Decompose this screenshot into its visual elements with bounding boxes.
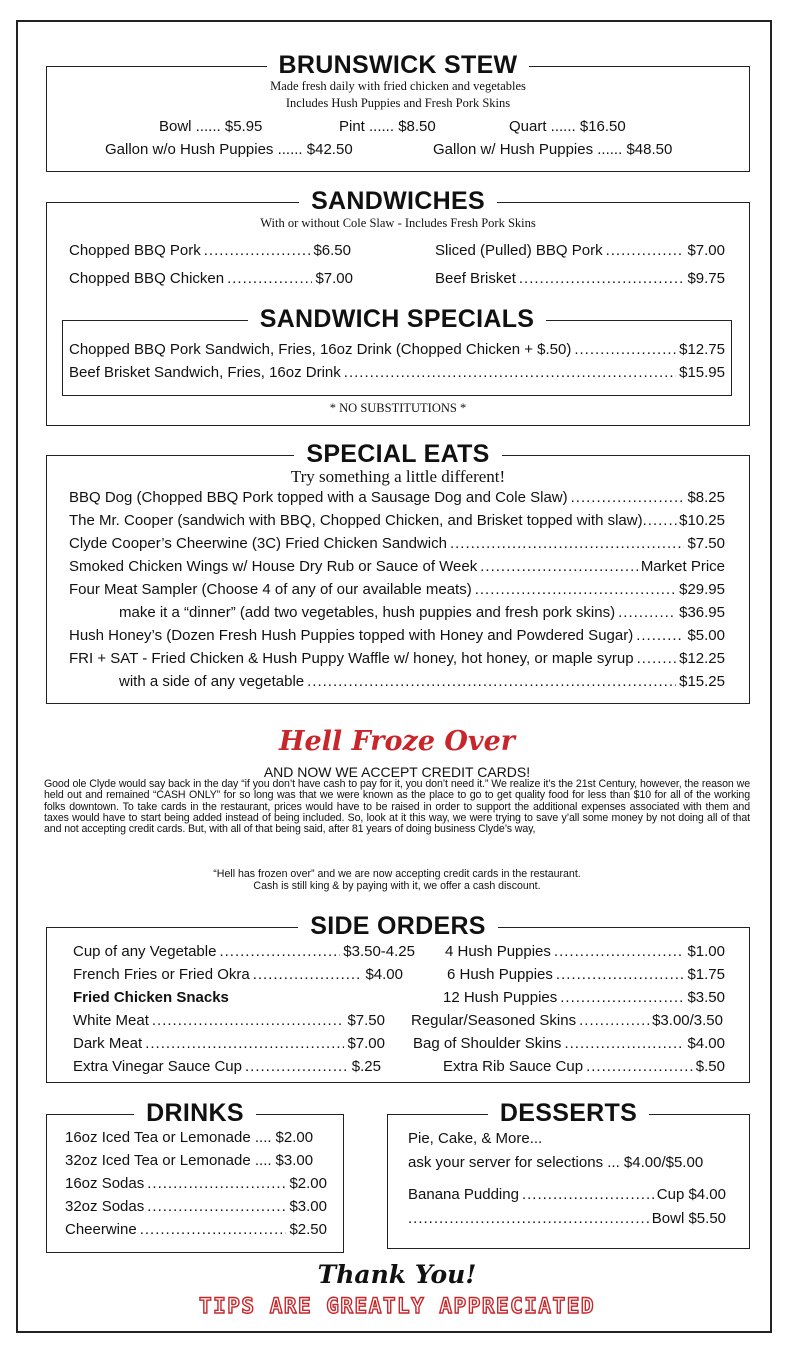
hell-froze-over-headline: Hell Froze Over xyxy=(278,726,516,757)
menu-item: Beef Brisket Sandwich, Fries, 16oz Drink ..... $15.95 xyxy=(69,364,725,382)
menu-item: Smoked Chicken Wings w/ House Dry Rub or Sauce of Week ..... Market Price xyxy=(69,558,725,576)
menu-item: make it a “dinner” (add two vegetables, hush puppies and fresh pork skins) ..... $36.95 xyxy=(119,604,725,622)
sandwiches-section xyxy=(46,187,750,426)
menu-item: Beef Brisket ..... $9.75 xyxy=(435,270,725,288)
credit-cards-line-2: “Hell has frozen over” and we are now accepting credit cards in the restaurant. xyxy=(213,868,581,880)
menu-item: Cheerwine ..... $2.50 xyxy=(65,1221,327,1239)
sandwich-specials-title: SANDWICH SPECIALS xyxy=(63,307,731,332)
menu-item: Quart ...... $16.50 xyxy=(509,118,626,135)
sandwiches-subtitle: With or without Cole Slaw - Includes Fresh Pork Skins xyxy=(260,216,536,230)
menu-item: 4 Hush Puppies ..... $1.00 xyxy=(445,943,725,961)
menu-item: Chopped BBQ Pork ..... $6.50 xyxy=(69,242,351,260)
no-substitutions-note: * NO SUBSTITUTIONS * xyxy=(329,401,467,415)
sandwich-specials-box xyxy=(62,305,732,396)
desserts-title: DESSERTS xyxy=(388,1101,749,1126)
menu-item: Chopped BBQ Pork Sandwich, Fries, 16oz Drink (Chopped Chicken + $.50) ..... $12.75 xyxy=(69,341,725,359)
menu-item: French Fries or Fried Okra ..... $4.00 xyxy=(73,966,403,984)
menu-item: The Mr. Cooper (sandwich with BBQ, Chopped Chicken, and Brisket topped with slaw) ..... $10.25 xyxy=(69,512,725,530)
menu-item: Cup of any Vegetable ..... $3.50-4.25 xyxy=(73,943,415,961)
drinks-section xyxy=(46,1099,344,1253)
menu-item: Pint ...... $8.50 xyxy=(339,118,436,135)
menu-item: 32oz Sodas ..... $3.00 xyxy=(65,1198,327,1216)
menu-item: Sliced (Pulled) BBQ Pork ..... $7.00 xyxy=(435,242,725,260)
drinks-title: DRINKS xyxy=(47,1101,343,1126)
menu-item: Regular/Seasoned Skins ..... $3.00/3.50 xyxy=(411,1012,723,1030)
tips-appreciated-text: TIPS ARE GREATLY APPRECIATED xyxy=(198,1294,595,1318)
menu-item: Gallon w/ Hush Puppies ...... $48.50 xyxy=(433,141,673,158)
special-eats-subtitle: Try something a little different! xyxy=(290,467,506,486)
menu-item: Extra Rib Sauce Cup ..... $.50 xyxy=(443,1058,725,1076)
menu-item: White Meat ..... $7.50 xyxy=(73,1012,385,1030)
menu-item: Banana Pudding ..... Cup $4.00 xyxy=(408,1186,726,1204)
menu-item: FRI + SAT - Fried Chicken & Hush Puppy Waffle w/ honey, hot honey, or maple syrup ..... $12.25 xyxy=(69,650,725,668)
menu-item: Bowl ...... $5.95 xyxy=(159,118,263,135)
menu-item: BBQ Dog (Chopped BBQ Pork topped with a Sausage Dog and Cole Slaw) ..... $8.25 xyxy=(69,489,725,507)
side-orders-title: SIDE ORDERS xyxy=(47,914,749,939)
menu-item: Extra Vinegar Sauce Cup ..... $.25 xyxy=(73,1058,381,1076)
special-eats-section xyxy=(46,440,750,704)
brunswick-title: BRUNSWICK STEW xyxy=(47,53,749,78)
side-orders-section xyxy=(46,912,750,1083)
menu-item: 16oz Iced Tea or Lemonade .... $2.00 xyxy=(65,1129,314,1146)
menu-item: 16oz Sodas ..... $2.00 xyxy=(65,1175,327,1193)
menu-item: 32oz Iced Tea or Lemonade .... $3.00 xyxy=(65,1152,314,1169)
menu-item: ask your server for selections ... $4.00/$5.00 xyxy=(408,1154,704,1171)
menu-item: 6 Hush Puppies ..... $1.75 xyxy=(447,966,725,984)
brunswick-subtitle-2: Includes Hush Puppies and Fresh Pork Skins xyxy=(285,96,511,110)
brunswick-stew-section xyxy=(46,51,750,172)
credit-cards-body: Good ole Clyde would say back in the day “if you don’t have cash to pay for it, you don’t need it.” We realize it’s the 21st Century, however, the reason we held out and remained “CASH ONLY” for so long was that we were known as the place to go to get quality food for less than $10 for all of the working folks downtown. To take cards in the restaurant, prices would have to be raised in order to support the additional expenses associated with them and taxes would have to start being added instead of being included. So, look at it this way, we were trying to save y’all some money by not doing all of that and not accepting credit cards. But, with all of that being said, after 81 years of doing business Clyde’s way, xyxy=(44,778,750,836)
menu-item: Gallon w/o Hush Puppies ...... $42.50 xyxy=(105,141,353,158)
thank-you-text: Thank You! xyxy=(317,1260,477,1289)
menu-item: Four Meat Sampler (Choose 4 of any of our available meats) ..... $29.95 xyxy=(69,581,725,599)
desserts-line-1: Pie, Cake, & More... xyxy=(408,1130,543,1147)
cash-discount-note: Cash is still king & by paying with it, we offer a cash discount. xyxy=(253,880,541,892)
menu-item: Chopped BBQ Chicken ..... $7.00 xyxy=(69,270,353,288)
menu-item: Clyde Cooper’s Cheerwine (3C) Fried Chicken Sandwich ..... $7.50 xyxy=(69,535,725,553)
fried-chicken-snacks-heading: Fried Chicken Snacks xyxy=(73,989,229,1006)
brunswick-subtitle-1: Made fresh daily with fried chicken and vegetables xyxy=(270,79,526,93)
special-eats-title: SPECIAL EATS xyxy=(47,442,749,467)
menu-item: Dark Meat ..... $7.00 xyxy=(73,1035,385,1053)
menu-item: Hush Honey’s (Dozen Fresh Hush Puppies topped with Honey and Powdered Sugar) ..... $5.00 xyxy=(69,627,725,645)
credit-cards-title: AND NOW WE ACCEPT CREDIT CARDS! xyxy=(263,764,531,780)
menu-item: Bag of Shoulder Skins ..... $4.00 xyxy=(413,1035,725,1053)
menu-item: with a side of any vegetable ..... $15.25 xyxy=(119,673,725,691)
menu-item: 12 Hush Puppies ..... $3.50 xyxy=(443,989,725,1007)
menu-item: ..... Bowl $5.50 xyxy=(408,1210,726,1228)
sandwiches-title: SANDWICHES xyxy=(47,189,749,214)
desserts-section xyxy=(387,1099,750,1249)
